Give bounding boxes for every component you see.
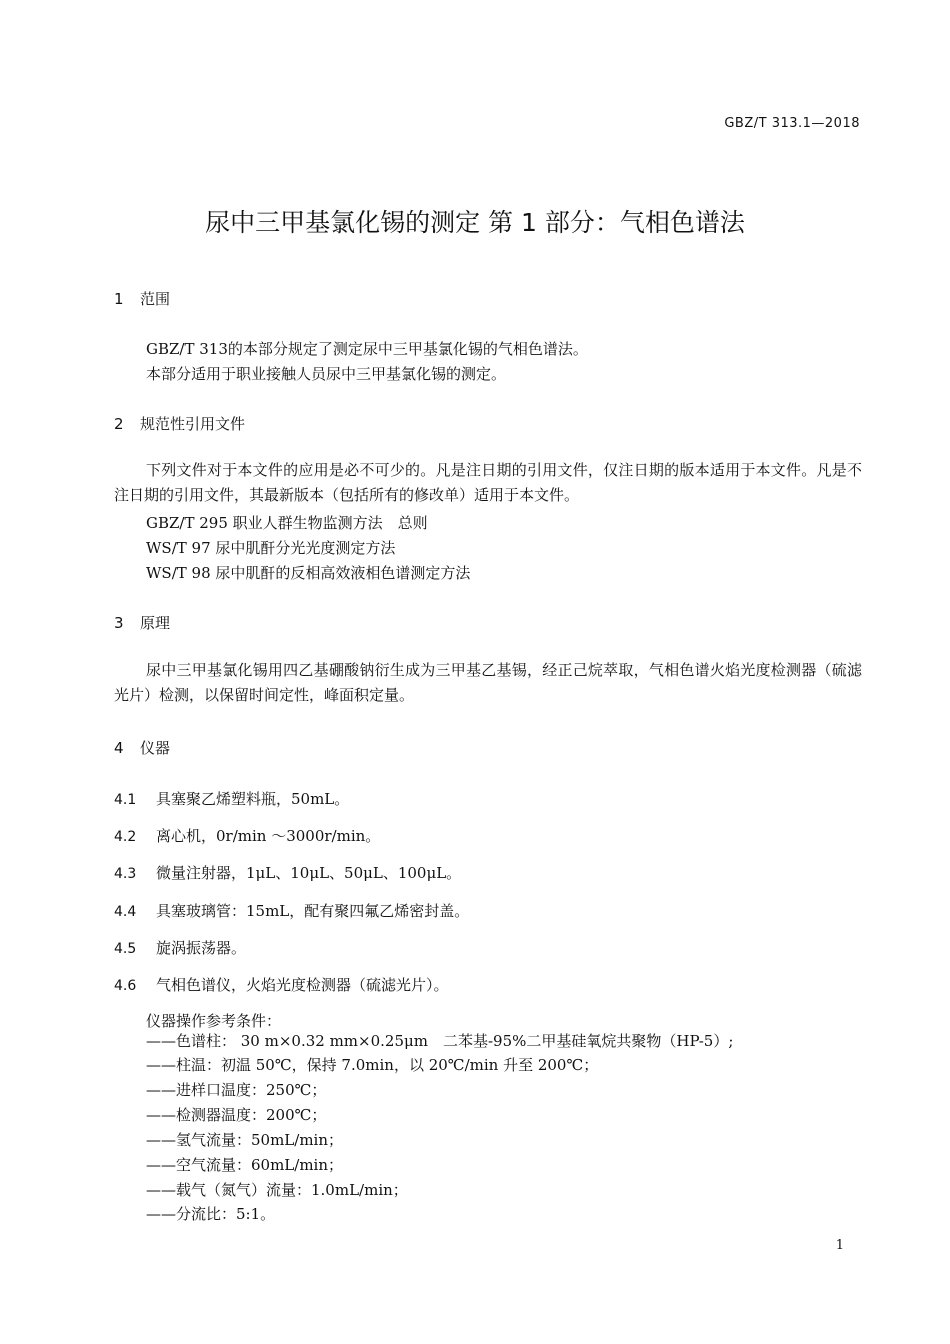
section-title: 原理	[140, 614, 171, 632]
condition-line: ——色谱柱： 30 m×0.32 mm×0.25μm 二苯基-95%二甲基硅氧烷共聚物（HP-5）;	[146, 1032, 734, 1050]
scope-line-1: GBZ/T 313的本部分规定了测定尿中三甲基氯化锡的气相色谱法。	[146, 340, 588, 358]
condition-line: ——进样口温度：250℃；	[146, 1081, 327, 1099]
condition-line: ——空气流量：60mL/min；	[146, 1156, 344, 1174]
section-title: 规范性引用文件	[140, 415, 246, 433]
instrument-item	[114, 825, 380, 846]
section-4-heading	[114, 737, 170, 758]
item-text: 旋涡振荡器。	[156, 939, 247, 957]
condition-line: ——柱温：初温 50℃，保持 7.0min，以 20℃/min 升至 200℃；	[146, 1056, 599, 1074]
scope-line-2: 本部分适用于职业接触人员尿中三甲基氯化锡的测定。	[146, 365, 507, 383]
condition-line: ——分流比：5:1。	[146, 1205, 276, 1223]
normative-paragraph: 下列文件对于本文件的应用是必不可少的。凡是注日期的引用文件，仅注日期的版本适用于本文件。凡是不注日期的引用文件，其最新版本（包括所有的修改单）适用于本文件。	[114, 461, 862, 504]
section-3-heading	[114, 612, 170, 633]
item-text: 离心机，0r/min ～3000r/min。	[156, 827, 381, 845]
item-text: 气相色谱仪，火焰光度检测器（硫滤光片）。	[156, 976, 449, 994]
instrument-item	[114, 900, 469, 921]
item-number: 4.6	[114, 978, 137, 994]
instrument-item	[114, 862, 461, 883]
section-title: 范围	[140, 290, 171, 308]
item-number: 4.3	[114, 866, 137, 882]
item-text: 具塞聚乙烯塑料瓶，50mL。	[156, 790, 350, 808]
instrument-item	[114, 974, 449, 995]
section-number: 4	[114, 739, 124, 757]
item-text: 微量注射器，1μL、10μL、50μL、100μL。	[156, 864, 462, 882]
instrument-item	[114, 788, 349, 809]
section-number: 2	[114, 415, 124, 433]
condition-line: ——氢气流量：50mL/min；	[146, 1131, 344, 1149]
instrument-item	[114, 937, 246, 958]
normative-ref-2: WS/T 97 尿中肌酐分光光度测定方法	[146, 539, 396, 557]
condition-line: ——载气（氮气）流量：1.0mL/min；	[146, 1181, 408, 1199]
item-number: 4.2	[114, 829, 137, 845]
document-title: 尿中三甲基氯化锡的测定 第 1 部分：气相色谱法	[205, 208, 745, 237]
section-title: 仪器	[140, 739, 171, 757]
item-number: 4.5	[114, 941, 137, 957]
normative-ref-1: GBZ/T 295 职业人群生物监测方法 总则	[146, 514, 428, 532]
section-number: 1	[114, 290, 124, 308]
principle-paragraph: 尿中三甲基氯化锡用四乙基硼酸钠衍生成为三甲基乙基锡，经正己烷萃取，气相色谱火焰光度检测器（硫滤光片）检测，以保留时间定性，峰面积定量。	[114, 661, 862, 704]
normative-ref-3: WS/T 98 尿中肌酐的反相高效液相色谱测定方法	[146, 564, 471, 582]
page-number: 1	[835, 1238, 844, 1253]
item-text: 具塞玻璃管：15mL，配有聚四氟乙烯密封盖。	[156, 902, 470, 920]
condition-line: ——检测器温度：200℃；	[146, 1106, 327, 1124]
standard-number: GBZ/T 313.1—2018	[724, 116, 860, 131]
item-number: 4.1	[114, 792, 137, 808]
item-number: 4.4	[114, 904, 137, 920]
section-2-heading	[114, 413, 245, 434]
section-1-heading	[114, 288, 170, 309]
section-number: 3	[114, 614, 124, 632]
conditions-intro: 仪器操作参考条件：	[146, 1012, 282, 1030]
